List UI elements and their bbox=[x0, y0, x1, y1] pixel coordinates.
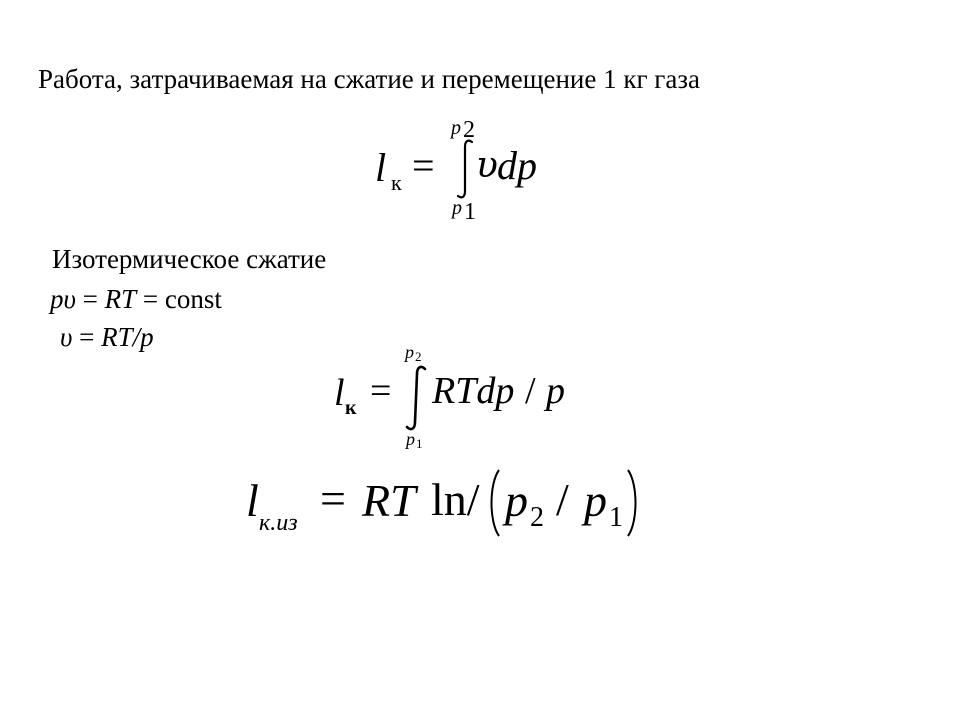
isothermal-equation-2 bbox=[60, 324, 154, 351]
formula-3-slash: / bbox=[556, 474, 569, 525]
integral-sign-icon bbox=[402, 364, 430, 432]
formula-1-lower-limit-index: 1 bbox=[464, 199, 476, 225]
eq1-pv: pυ bbox=[50, 284, 76, 314]
eq2-equals: = bbox=[72, 322, 102, 352]
formula-1-equals: = bbox=[412, 143, 435, 188]
formula-1-lower-limit-var: p bbox=[452, 197, 462, 219]
formula-3-lhs-subscript: к.из bbox=[259, 510, 298, 536]
eq2-v: υ bbox=[60, 322, 73, 352]
intro-text: Работа, затрачиваемая на сжатие и перемещение 1 кг газа bbox=[38, 64, 701, 94]
formula-2-lhs-subscript: к bbox=[345, 397, 357, 419]
formula-2-lower-limit-var: p bbox=[406, 429, 415, 449]
formula-1-integrand-dp: dp bbox=[497, 143, 537, 188]
formula-2-divisor: p bbox=[546, 370, 565, 412]
formula-3-lhs: l bbox=[246, 475, 259, 526]
formula-2-upper-limit-var: p bbox=[405, 342, 414, 362]
formula-2-slash: / bbox=[525, 370, 536, 412]
formula-2-equals: = bbox=[370, 370, 392, 412]
formula-3-p2-var: p bbox=[505, 475, 528, 526]
isothermal-title: Изотермическое сжатие bbox=[52, 244, 327, 274]
formula-1-integrand-nu: υ bbox=[476, 145, 498, 186]
eq1-equals-b: = bbox=[136, 284, 165, 314]
formula-1-lhs-subscript: к bbox=[391, 170, 402, 195]
integral-sign-icon bbox=[454, 138, 476, 200]
formula-3-p1-var: p bbox=[584, 475, 607, 526]
formula-3-rt: RT bbox=[362, 475, 416, 526]
left-parenthesis-icon bbox=[486, 468, 502, 538]
formula-1-upper-limit-var: p bbox=[451, 117, 461, 139]
formula-2-lhs: l bbox=[334, 372, 345, 414]
formula-3-p2-index: 2 bbox=[530, 502, 544, 533]
formula-2-upper-limit-index: 2 bbox=[415, 349, 422, 364]
formula-1-lhs: l bbox=[375, 145, 387, 190]
formula-3-ln: ln/ bbox=[431, 474, 480, 525]
formula-3-equals: = bbox=[320, 473, 346, 524]
eq2-rt-p: RT/p bbox=[101, 322, 154, 352]
eq1-rt: RT bbox=[104, 284, 137, 314]
formula-2-integrand: RTdp bbox=[432, 370, 515, 412]
right-parenthesis-icon bbox=[625, 468, 641, 538]
formula-3-p1-index: 1 bbox=[609, 502, 623, 533]
eq1-const: const bbox=[164, 284, 222, 314]
eq1-equals-a: = bbox=[75, 284, 105, 314]
isothermal-equation-1 bbox=[50, 286, 222, 313]
formula-2-lower-limit-index: 1 bbox=[416, 436, 423, 451]
formula-1-upper-limit-index: 2 bbox=[463, 117, 475, 143]
